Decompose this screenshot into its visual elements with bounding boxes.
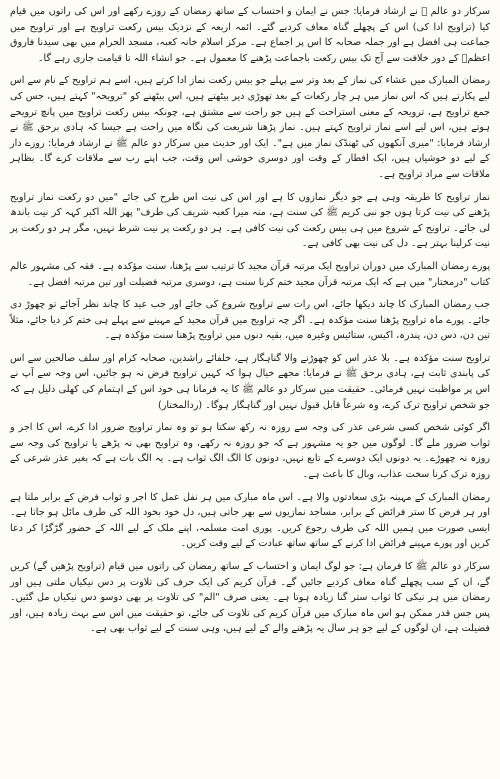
paragraph-8: رمضان المبارک کے مہینہ بڑی سعادتوں والا ہے۔ اس ماہ مبارک میں ہر نفل عمل کا اجر و ثواب فرض کے برابر ملتا ہے اور ہر فرض کا ستر فرائض کے برابر، مساجد نمازیوں سے بھر جاتی ہیں، دل خود بخود اللہ کی طرف مائل ہو جاتا ہے۔ ایسی صورت میں ہمیں اللہ کی طرف رجوع کریں۔ پوری امت مسلمہ، اپنے ملک کے لیے اللہ کے حضور گڑگڑا کر دعا کریں اور پورے مہینے فرائض ادا کرنے کے ساتھ ساتھ عبادت کے لیے وقت کریں۔ — [10, 491, 490, 550]
paragraph-9: سرکار دو عالم ﷺ کا فرمان ہے: جو لوگ ایمان و احتساب کے ساتھ رمضان کی راتوں میں قیام (تراویح پڑھیں گے) کریں گے، ان کے سب پچھلے گناہ معاف کردیے جائیں گے۔ قرآن کریم کی ایک حرف کی تلاوت پر دس نیکیاں ملتی ہیں اور رمضان میں ہر نیکی کا ثواب ستر گنا زیادہ ہوتا ہے۔ یعنی صرف "الم" کی تلاوت پر بھی دوسو دس نیکیاں مل گئیں۔ پس جس قدر ممکن ہو اس ماہ مبارک میں قرآن کریم کی تلاوت کی جائے، تو حقیقت میں اس سے بہت زیادہ ہیں، اور فضیلت ہے، ان لوگوں کے لیے جو ہر سال یہ پڑھنے والے کے لیے ہیں، وہی سنت کے لیے ثواب بھی ہے۔ — [10, 561, 490, 635]
paragraph-5: جب رمضان المبارک کا چاند دیکھا جائے، اس رات سے تراویح شروع کی جائے اور جب عید کا چاند نظر آجائے تو چھوڑ دی جائے۔ پورے ماہ تراویح پڑھنا سنت مؤکدہ ہے۔ اگر چہ تراویح میں قرآن مجید کے مہینے سے پہلے ہی ختم کر دیا جائے، مثلاً تین دن، دس دن، پندرہ، اکیس، ستائیس وغیرہ میں، بقیہ دنوں میں تراویح پڑھنا سنت مؤکدہ ہے۔ — [10, 299, 490, 342]
paragraph-7: اگر کوئی شخص کسی شرعی عذر کی وجہ سے روزہ نہ رکھ سکتا ہو تو وہ نماز تراویح ضرور ادا کرے، اس کا اجر و ثواب ضرور ملے گا۔ لوگوں میں جو یہ مشہور ہے کہ جو روزہ نہ رکھے، وہ تراویح بھی نہ پڑھے یا تراویح کی وجہ سے روزہ نہ چھوڑے۔ یہ دونوں ایک دوسرے کے تابع نہیں، دونوں کا الگ الگ ثواب ہے۔ یہ الگ بات ہے کہ بغیر عذر شرعی کے روزہ ترک کرنا سخت عذاب، وبال کا باعث ہے۔ — [10, 422, 490, 481]
paragraph-3: نماز تراویح کا طریقہ وہی ہے جو دیگر نمازوں کا ہے اور اس کی نیت اس طرح کی جائے "میں دو رکعت نماز تراویح پڑھنے کی نیت کرتا ہوں جو نبی کریم ﷺ کی سنت ہے، منہ میرا کعبہ شریف کی طرف" پھر اللہ اکبر کہہ کر نیت باندھ لی جائے۔ تراویح کے شروع میں ہی بیس رکعت کی نیت کافی ہے۔ ہر دو رکعت پر نیت شرط نہیں، مگر ہر دو رکعت پر نیت کرلینا بہتر ہے۔ دل کی نیت بھی کافی ہے۔ — [10, 191, 490, 250]
paragraph-6: تراویح سنت مؤکدہ ہے۔ بلا عذر اس کو چھوڑنے والا گناہگار ہے، خلفائے راشدین، صحابہ کرام اور سلف صالحین سے اس کی پابندی ثابت ہے، ہادی برحق ﷺ نے فرمایا: مجھے خیال ہوا کہ کہیں تراویح فرض نہ ہو جائیں، اس وجہ سے آپ نے اس پر مواظبت نہیں فرمائی۔ حقیقت میں سرکار دو عالم ﷺ کا یہ فرمانا ہی خود اس کے اہتمام کی کھلی دلیل ہے کہ جو شخص تراویح ترک کرے، وہ شرعاً قابل قبول نہیں اور گناہگار ہوگا۔ (ردالمختار) — [10, 352, 490, 411]
paragraph-1: سرکار دو عالم ﷺ نے ارشاد فرمایا: جس نے ایمان و احتساب کے ساتھ رمضان کے روزے رکھے اور اس کی راتوں میں قیام کیا (تراویح ادا کی) اس کے پچھلے گناہ معاف کردیے گئے۔ ائمہ اربعہ کے نزدیک بیس رکعت تراویح ہے اور تراویح میں جماعت ہی افضل ہے اور جملہ صحابہ کا اس پر اجماع ہے۔ مرکز اسلام خانہ کعبہ، مسجد الحرام میں بھی سیدنا فاروق اعظمؓ کے دور خلافت سے آج تک بیس رکعت باجماعت پڑھنے کا معمول ہے۔ جو انشاء اللہ تا قیامت جاری رہے گا۔ — [10, 6, 490, 64]
paragraph-2: رمضان المبارک میں عشاء کی نماز کے بعد وتر سے پہلے جو بیس رکعت نماز ادا کرتے ہیں، اسے ہم تراویح کے نام سے اس لیے پکارتے ہیں کہ اس نماز میں ہر چار رکعات کے بعد تھوڑی دیر بیٹھتے ہیں، اس بیٹھنے کو "ترویحہ" کہتے ہیں، جس کی جمع تراویح ہے، ترویحہ کے معنی استراحت کے ہیں جو راحت سے مشتق ہے، چونکہ بیس رکعت تراویح میں پانچ ترویحے ہوتے ہیں، اس لیے اسے نماز تراویح کہتے ہیں۔ نماز پڑھنا شریعت کی نگاہ میں راحت ہے جیسا کہ ہادی برحق ﷺ نے ارشاد فرمایا: "میری آنکھوں کی ٹھنڈک نماز میں ہے"۔ ایک اور حدیث میں سرکار دو عالم ﷺ نے ارشاد فرمایا: روزے دار کے لیے دو خوشیاں ہیں، ایک افطار کے وقت اور دوسری خوشی اس وقت، جب اپنے رب سے ملاقات کرے گا۔ بظاہر ملاقات سے مراد تراویح ہے۔ — [10, 75, 490, 180]
paragraph-4: پورے رمضان المبارک میں دوران تراویح ایک مرتبہ قرآن مجید کا ترتیب سے پڑھنا، سنت مؤکدہ ہے۔ فقہ کی مشہور عالم کتاب "درمختار" میں ہے کہ ایک مرتبہ قرآن مجید ختم کرنا سنت ہے، دوسری مرتبہ فضیلت اور تین مرتبہ افضل ہے۔ — [10, 260, 490, 288]
